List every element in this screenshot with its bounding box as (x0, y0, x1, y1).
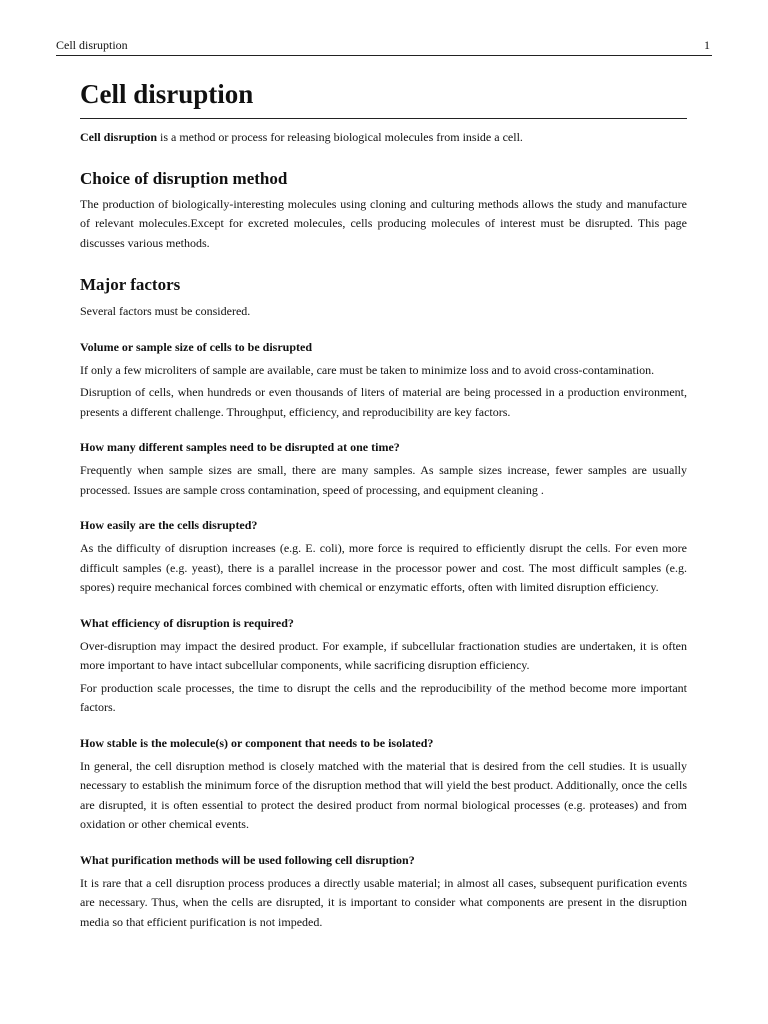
section-paragraph: For production scale processes, the time to disrupt the cells and the reproducibility of the method become more important factors. (80, 680, 687, 714)
section-paragraph: Frequently when sample sizes are small, there are many samples. As sample sizes increase, fewer samples are usually processed. Issues are sample cross contamination, speed of processing, and equipment cleaning . (80, 463, 687, 497)
section-heading-purification: What purification methods will be used following cell disruption? (80, 852, 415, 867)
intro-text: is a method or process for releasing biological molecules from inside a cell. (157, 130, 523, 144)
section-paragraph: It is rare that a cell disruption process produces a directly usable material; in almost all cases, subsequent purification events are necessary. Thus, when the cells are disrupted, it is important to consider what components are present in the disruption media so that efficient purification is not impeded. (80, 875, 687, 929)
section-heading-volume: Volume or sample size of cells to be disrupted (80, 339, 312, 354)
section-paragraph: Disruption of cells, when hundreds or even thousands of liters of material are being processed in a production environment, presents a different challenge. Throughput, efficiency, and reproducibility are key factors. (80, 385, 687, 419)
section-heading-efficiency: What efficiency of disruption is required? (80, 615, 294, 630)
page-number: 1 (704, 38, 710, 52)
article-body (80, 76, 687, 932)
running-header-title: Cell disruption (56, 38, 128, 52)
section-heading-ease: How easily are the cells disrupted? (80, 518, 258, 532)
page-title: Cell disruption (80, 76, 687, 119)
section-paragraph: If only a few microliters of sample are available, care must be taken to minimize loss and to avoid cross-contamination. (80, 362, 655, 377)
section-paragraph: In general, the cell disruption method is closely matched with the material that is desired from the cell studies. It is usually necessary to establish the minimum force of the disruption method that will yield the best product. Additionally, once the cells are disrupted, it is often essential to protect the desired product from normal biological processes (e.g. proteases) and from oxidation or other chemical events. (80, 758, 687, 831)
intro-paragraph (80, 128, 687, 148)
section-paragraph: Over-disruption may impact the desired product. For example, if subcellular fractionation studies are undertaken, it is often more important to have intact subcellular components, while sacrificing disruption efficiency. (80, 638, 687, 672)
choice-paragraph: The production of biologically-interesting molecules using cloning and culturing methods allows the study and manufacture of relevant molecules.Except for excreted molecules, cells producing molecules of interest must be disrupted. This page discusses various methods. (80, 196, 687, 250)
major-factors-heading: Major factors (80, 275, 181, 294)
section-heading-samples: How many different samples need to be disrupted at one time? (80, 440, 400, 454)
running-header (56, 38, 712, 56)
section-heading-stability: How stable is the molecule(s) or component that needs to be isolated? (80, 735, 434, 750)
intro-term: Cell disruption (80, 130, 158, 144)
choice-heading: Choice of disruption method (80, 168, 288, 188)
section-paragraph: As the difficulty of disruption increases (e.g. E. coli), more force is required to efficiently disrupt the cells. For even more difficult samples (e.g. yeast), there is a parallel increase in the processor power and cost. The most difficult samples (e.g. spores) require mechanical forces combined with chemical or enzymatic efforts, often with limited disruption efficiency. (80, 541, 687, 594)
major-factors-intro: Several factors must be considered. (80, 304, 251, 318)
